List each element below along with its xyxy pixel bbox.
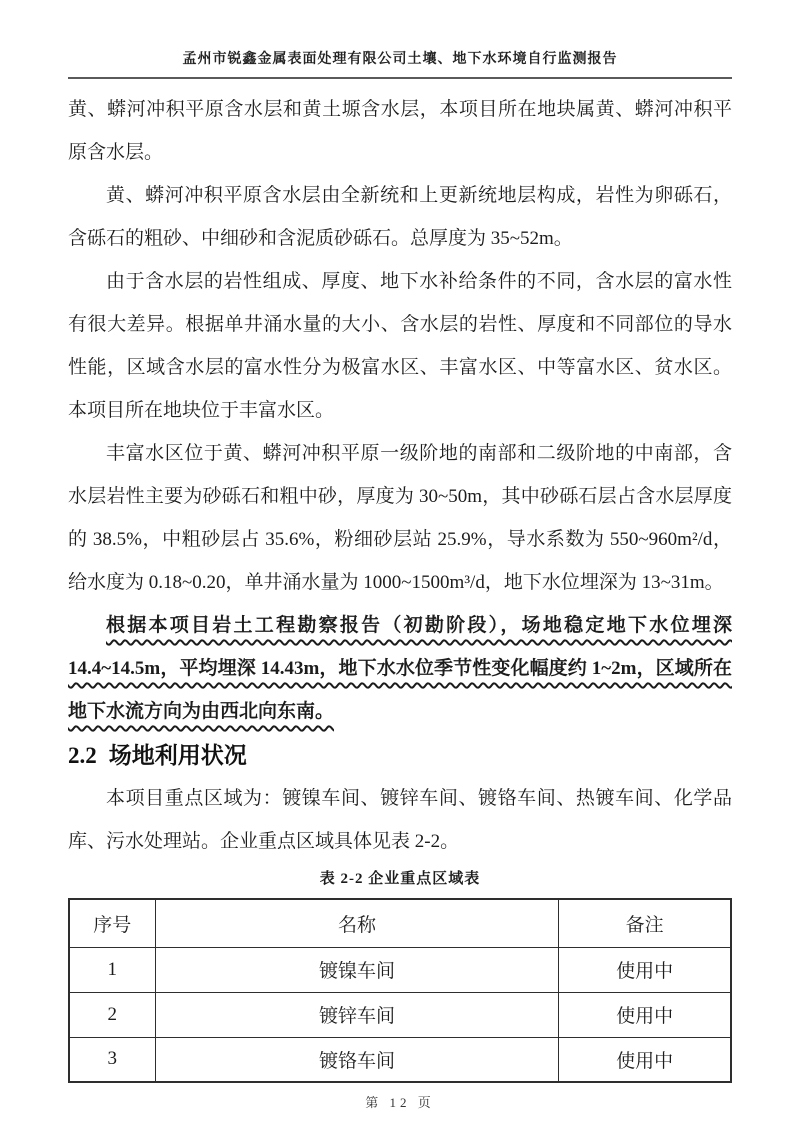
table-header-cell-note: 备注 [559, 899, 731, 947]
table-cell-note: 使用中 [559, 992, 731, 1037]
paragraph-water-richness: 由于含水层的岩性组成、厚度、地下水补给条件的不同，含水层的富水性有很大差异。根据单井涌水量的大小、含水层的岩性、厚度和不同部位的导水性能，区域含水层的富水性分为极富水区、丰富水区、中等富水区、贫水区。本项目所在地块位于丰富水区。 [68, 271, 732, 421]
paragraph-aquifer-intro: 黄、蟒河冲积平原含水层和黄土塬含水层，本项目所在地块属黄、蟒河冲积平原含水层。 [68, 99, 732, 163]
table-caption: 表 2-2 企业重点区域表 [319, 871, 481, 887]
table-row [69, 1037, 731, 1082]
table-row [69, 947, 731, 992]
paragraph-survey-conclusion [68, 604, 732, 733]
section-number: 2.2 [68, 743, 97, 768]
table-cell-name: 镀锌车间 [155, 992, 559, 1037]
table-row [69, 992, 731, 1037]
underlined-conclusion-text: 根据本项目岩土工程勘察报告（初勘阶段），场地稳定地下水位埋深 14.4~14.5m，平均埋深 14.43m，地下水水位季节性变化幅度约 1~2m，区域所在地下水流方向为由西北向东南。 [68, 615, 732, 722]
document-content [68, 88, 732, 1111]
table-cell-no: 2 [69, 992, 155, 1037]
section-title: 场地利用状况 [108, 743, 247, 768]
paragraph-rich-water-zone: 丰富水区位于黄、蟒河冲积平原一级阶地的南部和二级阶地的中南部，含水层岩性主要为砂砾石和粗中砂，厚度为 30~50m，其中砂砾石层占含水层厚度的 38.5%，中粗砂层占 35.6%，粉细砂层站 25.9%，导水系数为 550~960m²/d，给水度为 0.18~0.20，单井涌水量为 1000~1500m³/d，地下水位埋深为 13~31m。 [68, 443, 732, 593]
paragraph-key-areas: 本项目重点区域为：镀镍车间、镀锌车间、镀铬车间、热镀车间、化学品库、污水处理站。企业重点区域具体见表 2-2。 [68, 788, 732, 852]
running-head-title: 孟州市锐鑫金属表面处理有限公司土壤、地下水环境自行监测报告 [68, 50, 732, 79]
table-cell-no: 3 [69, 1037, 155, 1082]
page-number: 第 12 页 [365, 1095, 435, 1110]
table-header-cell-no: 序号 [69, 899, 155, 947]
paragraph-aquifer-composition: 黄、蟒河冲积平原含水层由全新统和上更新统地层构成，岩性为卵砾石，含砾石的粗砂、中细砂和含泥质砂砾石。总厚度为 35~52m。 [68, 185, 732, 249]
table-header-cell-name: 名称 [155, 899, 559, 947]
table-cell-note: 使用中 [559, 1037, 731, 1082]
table-cell-name: 镀铬车间 [155, 1037, 559, 1082]
table-cell-name: 镀镍车间 [155, 947, 559, 992]
table-header-row [69, 899, 731, 947]
table-cell-note: 使用中 [559, 947, 731, 992]
key-areas-table [68, 898, 732, 1083]
table-cell-no: 1 [69, 947, 155, 992]
section-heading-2-2 [68, 735, 732, 777]
